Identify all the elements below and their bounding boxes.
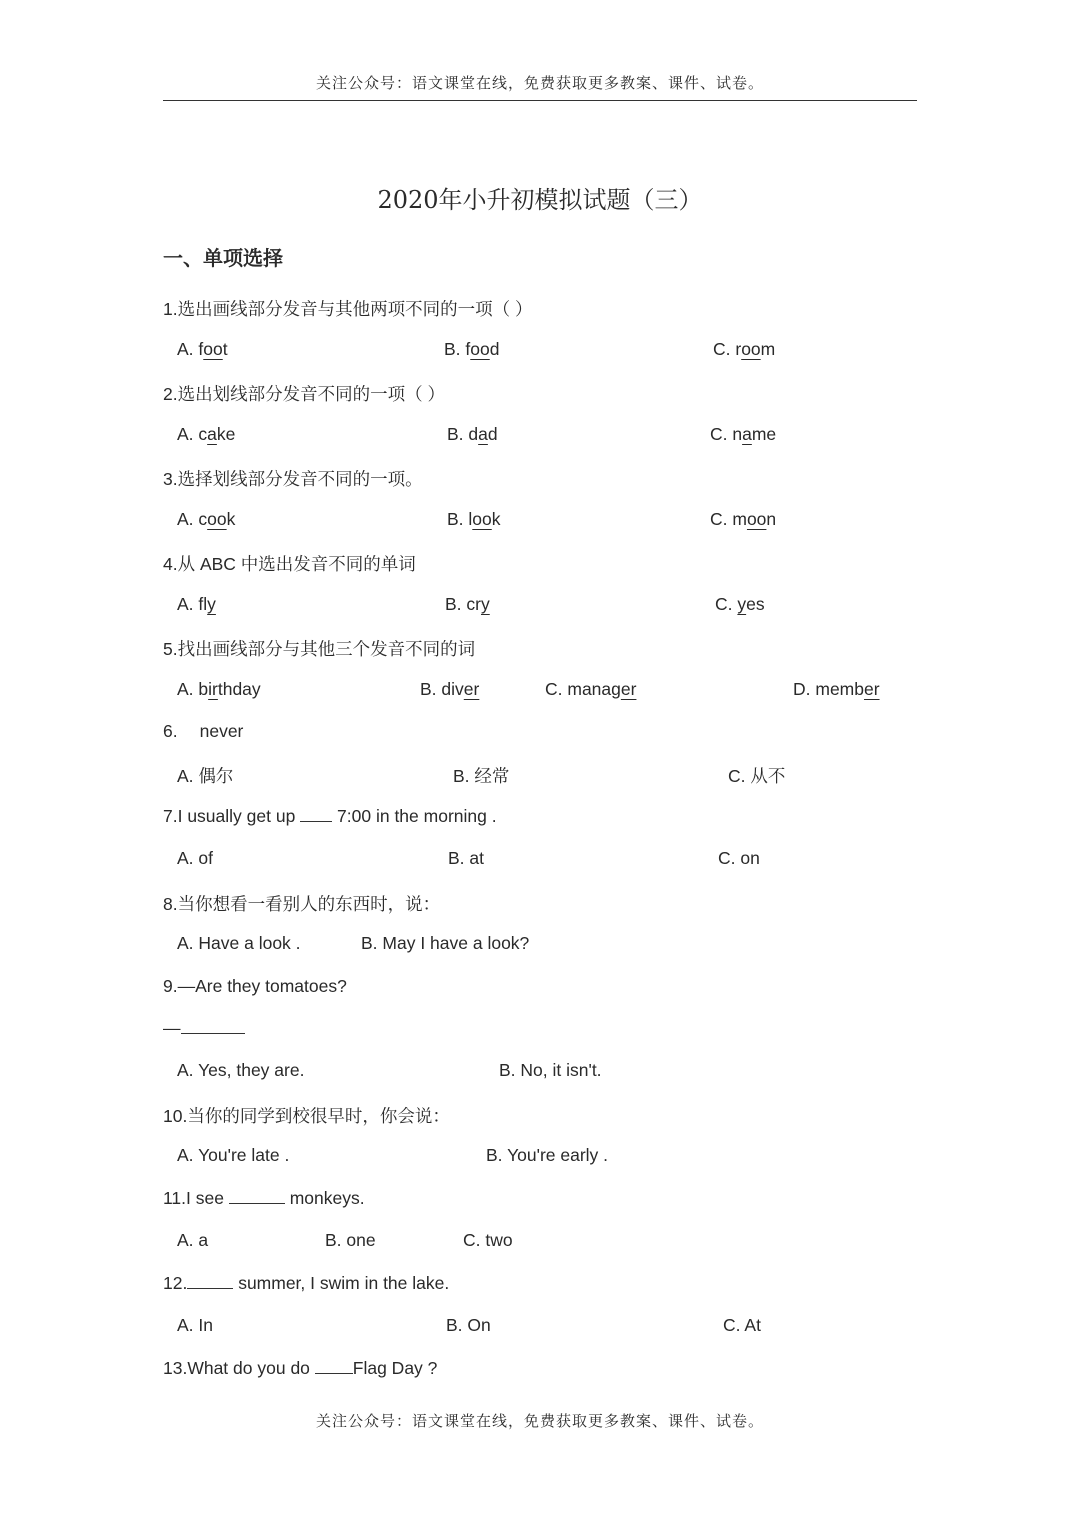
exam-title: 2020年小升初模拟试题（三） (377, 186, 703, 214)
section-title: 一、单项选择 (163, 248, 283, 270)
q1-option-b[interactable]: B. food (444, 339, 500, 359)
q9-option-a[interactable]: A. Yes, they are. (177, 1060, 305, 1080)
q10-option-a[interactable]: A. You're late . (177, 1145, 290, 1165)
q7-option-b[interactable]: B. at (448, 848, 484, 868)
answer-blank[interactable] (187, 1274, 233, 1289)
page-header: 关注公众号：语文课堂在线，免费获取更多教案、课件、试卷。 (315, 75, 764, 92)
q9-option-b[interactable]: B. No, it isn't. (499, 1060, 602, 1080)
question-9: 9.—Are they tomatoes? (163, 976, 347, 996)
question-5: 5.找出画线部分与其他三个发音不同的词 (163, 639, 476, 659)
q4-option-c[interactable]: C. yes (715, 594, 765, 614)
question-3: 3.选择划线部分发音不同的一项。 (163, 469, 423, 489)
q5-option-c[interactable]: C. manager (545, 679, 637, 699)
q12-option-a[interactable]: A. In (177, 1315, 213, 1335)
q11-option-c[interactable]: C. two (463, 1230, 513, 1250)
q12-option-c[interactable]: C. At (723, 1315, 761, 1335)
q7-option-a[interactable]: A. of (177, 848, 213, 868)
q3-option-b[interactable]: B. look (447, 509, 501, 529)
q1-option-c[interactable]: C. room (713, 339, 776, 359)
q9-answer-line: — (163, 1018, 245, 1039)
q2-option-b[interactable]: B. dad (447, 424, 498, 444)
q11-option-b[interactable]: B. one (325, 1230, 376, 1250)
q5-option-a[interactable]: A. birthday (177, 679, 261, 699)
q5-option-b[interactable]: B. diver (420, 679, 480, 699)
q6-option-b[interactable]: B. 经常 (453, 766, 510, 786)
q3-option-a[interactable]: A. cook (177, 509, 236, 529)
answer-blank[interactable] (300, 807, 332, 822)
q2-option-c[interactable]: C. name (710, 424, 777, 444)
q6-option-a[interactable]: A. 偶尔 (177, 766, 234, 786)
q8-option-b[interactable]: B. May I have a look? (361, 933, 530, 953)
question-7: 7.I usually get up 7:00 in the morning . (163, 806, 497, 826)
question-13: 13.What do you do Flag Day ? (163, 1358, 438, 1378)
q4-option-a[interactable]: A. fly (177, 594, 216, 614)
question-4: 4.从 ABC 中选出发音不同的单词 (163, 554, 416, 574)
header-divider (163, 100, 917, 101)
answer-blank[interactable] (315, 1359, 353, 1374)
q1-option-a[interactable]: A. foot (177, 339, 228, 359)
q7-option-c[interactable]: C. on (718, 848, 760, 868)
question-11: 11.I see monkeys. (163, 1188, 365, 1208)
q5-option-d[interactable]: D. member (793, 679, 880, 699)
q6-option-c[interactable]: C. 从不 (728, 766, 786, 786)
question-2: 2.选出划线部分发音不同的一项（ ） (163, 384, 445, 404)
question-6: 6. never (163, 721, 244, 741)
q12-option-b[interactable]: B. On (446, 1315, 491, 1335)
question-1: 1.选出画线部分发音与其他两项不同的一项（ ） (163, 299, 533, 319)
q2-option-a[interactable]: A. cake (177, 424, 236, 444)
question-12: 12. summer, I swim in the lake. (163, 1273, 450, 1293)
answer-blank[interactable] (229, 1189, 285, 1204)
question-10: 10.当你的同学到校很早时，你会说： (163, 1106, 450, 1126)
q3-option-c[interactable]: C. moon (710, 509, 777, 529)
question-8: 8.当你想看一看别人的东西时，说： (163, 894, 441, 914)
q11-option-a[interactable]: A. a (177, 1230, 209, 1250)
q8-option-a[interactable]: A. Have a look . (177, 933, 301, 953)
q10-option-b[interactable]: B. You're early . (486, 1145, 609, 1165)
q4-option-b[interactable]: B. cry (445, 594, 490, 614)
answer-blank[interactable] (181, 1019, 245, 1034)
page-footer: 关注公众号：语文课堂在线，免费获取更多教案、课件、试卷。 (315, 1413, 764, 1430)
